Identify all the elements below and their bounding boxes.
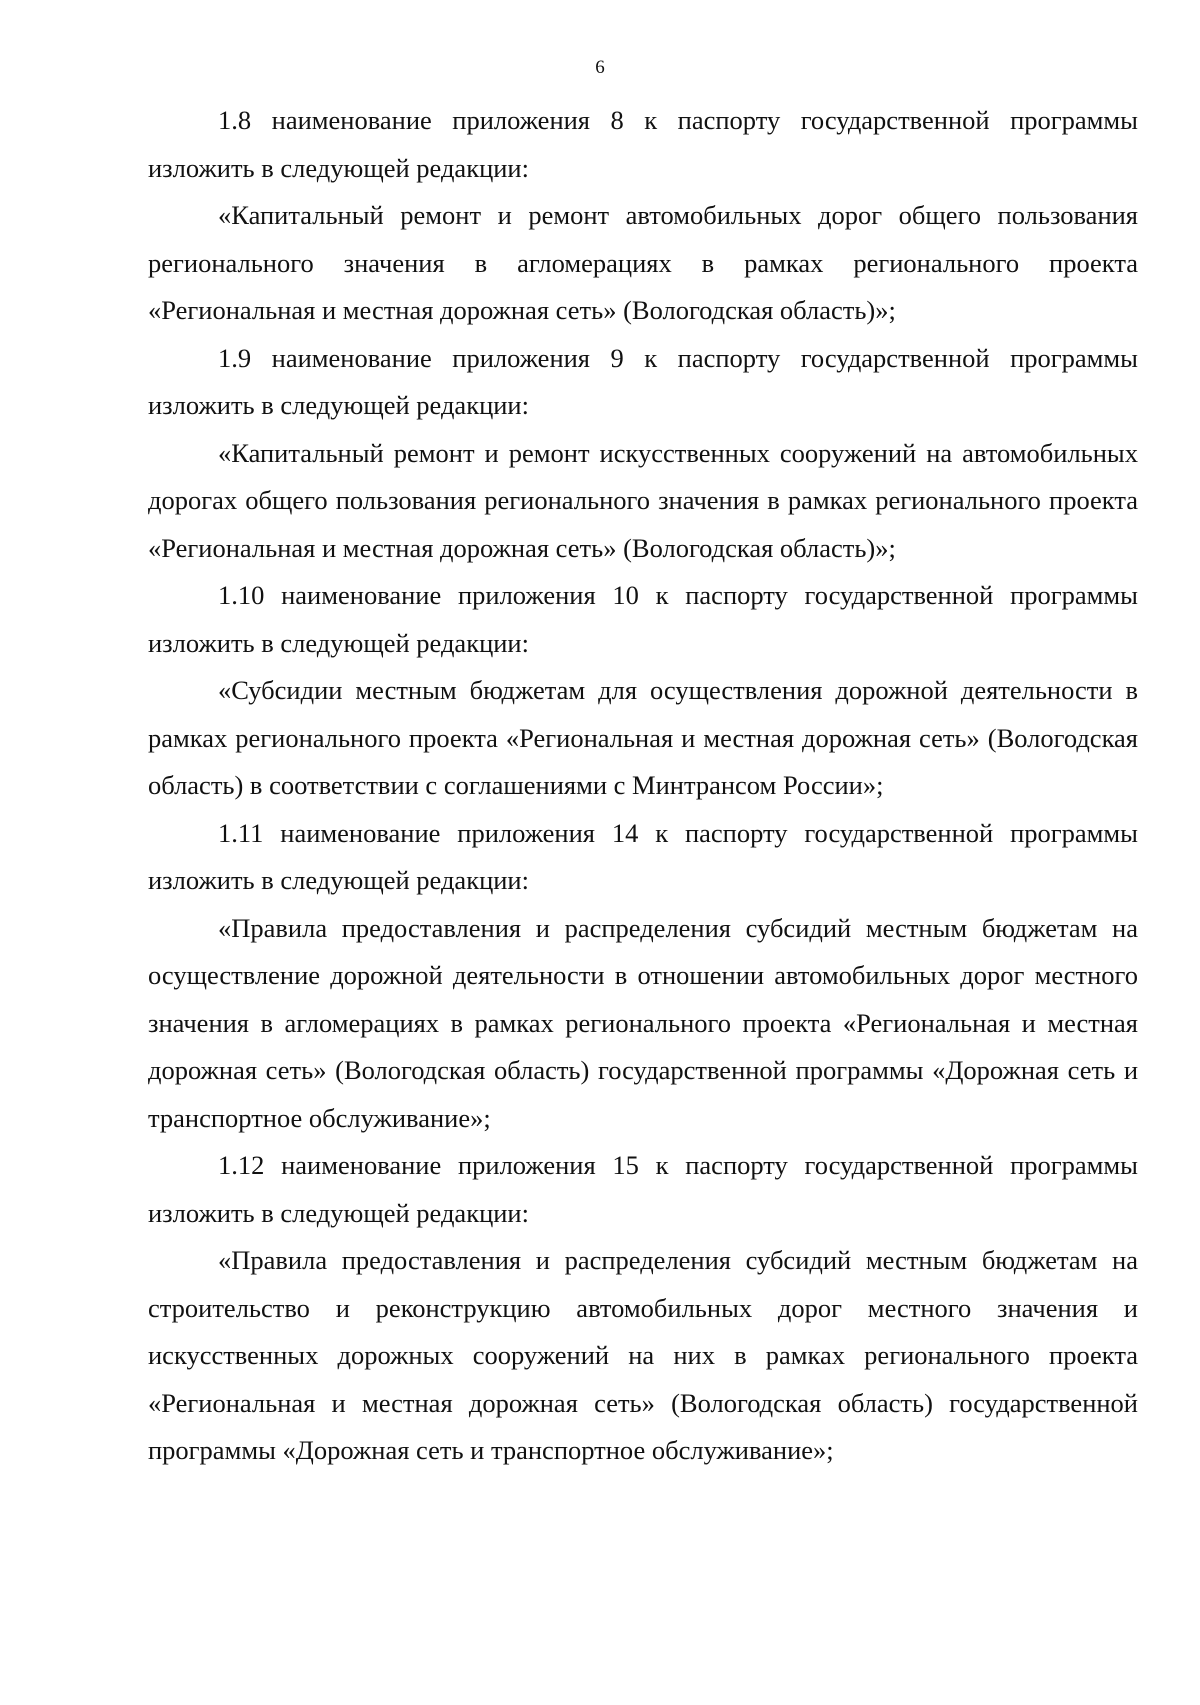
item-text-1-12: «Правила предоставления и распределения субсидий местным бюджетам на строительство и реконструкцию автомобильных дорог местного значения и искусственных дорожных сооружений на них в рамках регионального проекта «Региональная и местная дорожная сеть» (Вологодская область) государственной программы «Дорожная сеть и транспортное обслуживание»;	[148, 1245, 1138, 1465]
item-heading-1-11: 1.11 наименование приложения 14 к паспорту государственной программы изложить в следующей редакции:	[148, 817, 1138, 895]
item-text-1-9: «Капитальный ремонт и ремонт искусственных сооружений на автомобильных дорогах общего пользования регионального значения в рамках регионального проекта «Региональная и местная дорожная сеть» (Вологодская область)»;	[148, 437, 1138, 563]
item-heading-1-10: 1.10 наименование приложения 10 к паспорту государственной программы изложить в следующей редакции:	[148, 580, 1138, 658]
item-text-1-8: «Капитальный ремонт и ремонт автомобильных дорог общего пользования регионального значения в агломерациях в рамках регионального проекта «Региональная и местная дорожная сеть» (Вологодская область)»;	[148, 200, 1138, 325]
page-number: 6	[595, 57, 605, 78]
item-heading-1-8: 1.8 наименование приложения 8 к паспорту государственной программы изложить в следующей редакции:	[148, 105, 1138, 183]
item-heading-1-9: 1.9 наименование приложения 9 к паспорту государственной программы изложить в следующей редакции:	[148, 342, 1138, 420]
item-text-1-10: «Субсидии местным бюджетам для осуществления дорожной деятельности в рамках регионального проекта «Региональная и местная дорожная сеть» (Вологодская область) в соответствии с соглашениями с Минтрансом России»;	[148, 675, 1138, 800]
document-body	[148, 97, 1138, 1475]
item-heading-1-12: 1.12 наименование приложения 15 к паспорту государственной программы изложить в следующей редакции:	[148, 1150, 1138, 1228]
item-text-1-11: «Правила предоставления и распределения субсидий местным бюджетам на осуществление дорожной деятельности в отношении автомобильных дорог местного значения в агломерациях в рамках регионального проекта «Региональная и местная дорожная сеть» (Вологодская область) государственной программы «Дорожная сеть и транспортное обслуживание»;	[148, 912, 1138, 1133]
